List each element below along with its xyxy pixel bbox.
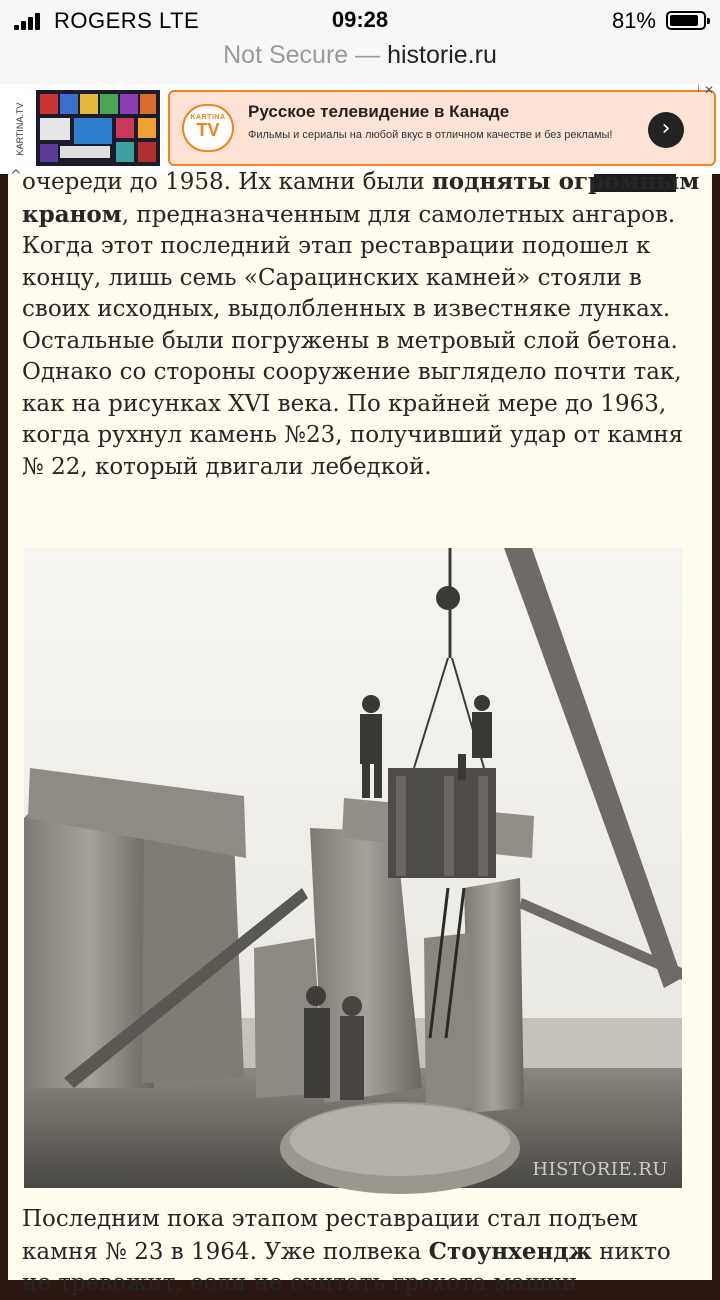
photo-watermark: HISTORIE.RU	[532, 1159, 668, 1180]
clock: 09:28	[331, 7, 389, 32]
kartina-tv-logo: KARTINA TV	[182, 104, 234, 152]
chevron-right-icon[interactable]: ›	[648, 112, 684, 148]
url-host: historie.ru	[387, 41, 497, 69]
ad-description: Фильмы и сериалы на любой вкус в отличном качестве и без рекламы!	[248, 129, 613, 141]
ad-banner-container[interactable]	[0, 84, 720, 174]
ad-thumbnail-image[interactable]	[36, 90, 160, 166]
bold-highlight: подняты огромным краном	[22, 168, 700, 228]
battery-percentage: 81%	[611, 8, 656, 33]
stonehenge-restoration-photo	[24, 548, 682, 1188]
carrier-label: ROGERS LTE	[54, 8, 200, 33]
address-bar[interactable]	[0, 40, 720, 84]
close-icon[interactable]: ✕	[703, 83, 714, 97]
ad-side-label: KARTINA.TV	[15, 102, 25, 156]
battery-icon	[666, 11, 706, 30]
ad-banner[interactable]	[168, 90, 716, 166]
article-paragraph: очереди до 1958. Их камни были подняты огромным краном, предназначенным для самолетных ангаров. Когда этот последний этап реставрации подошел к концу, лишь семь «Сарацинских камней» стояли в своих исходных, выдолбленных в известняке лунках. Остальные были погружены в метровый слой бетона. Однако со стороны сооружение выглядело почти так, как на рисунках XVI века. По крайней мере до 1963, когда рухнул камень №23, получивший удар от камня № 22, который двигали лебедкой.	[22, 168, 700, 480]
info-icon[interactable]: i	[697, 84, 700, 95]
ad-title: Русское телевидение в Канаде	[248, 102, 510, 121]
bold-highlight: Стоунхендж	[428, 1237, 592, 1265]
status-bar	[0, 0, 720, 40]
security-indicator: Not Secure —	[223, 41, 381, 69]
article-paragraph: Последним пока этапом реставрации стал подъем камня № 23 в 1964. Уже полвека Стоунхендж никто не тревожит, если не считать грохота машин	[22, 1206, 671, 1296]
article-content	[8, 168, 712, 1296]
